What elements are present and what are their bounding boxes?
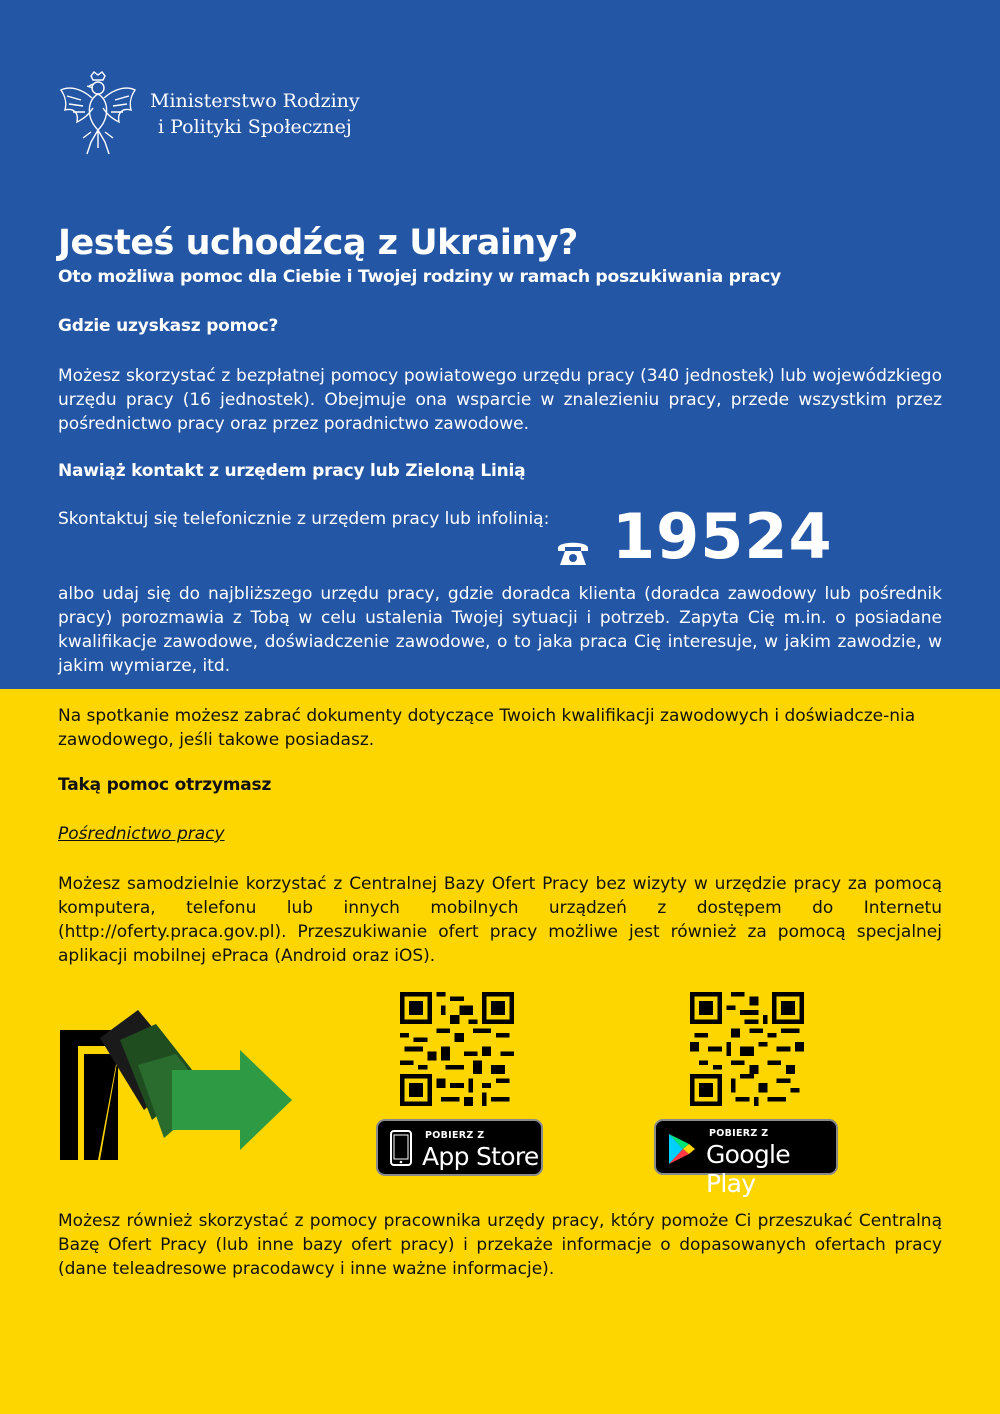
yellow-section bbox=[0, 689, 1000, 1414]
paragraph-where-help: Możesz skorzystać z bezpłatnej pomocy powiatowego urzędu pracy (340 jednostek) lub wojewódzkiego urzędu pracy (16 jednostek). Obejmuje ona wsparcie w znalezieniu pracy, przede wszystkim przez pośrednictwo pracy oraz przez poradnictwo zawodowe. bbox=[58, 366, 942, 434]
hotline-number[interactable]: 19524 bbox=[612, 500, 833, 573]
appstore-badge-button[interactable] bbox=[376, 1119, 543, 1176]
page-subtitle: Oto możliwa pomoc dla Ciebie i Twojej rodziny w ramach poszukiwania pracy bbox=[58, 267, 781, 287]
googleplay-big-label: Google Play bbox=[706, 1140, 790, 1198]
paragraph-visit-office: albo udaj się do najbliższego urzędu pracy, gdzie doradca klienta (doradca zawodowy lub pośrednik pracy) porozmawia z Tobą w celu ustalenia Twojej sytuacji i potrzeb. Zapyta Cię m.in. o posiadane kwalifikacje zawodowe, doświadczenie zawodowe, o to jaka praca Cię interesuje, w jakim zawodzie, w jakim wymiarze, itd. bbox=[58, 584, 942, 676]
phone-icon bbox=[556, 538, 590, 568]
ministry-name-line1: Ministerstwo Rodziny bbox=[150, 90, 360, 112]
page-title: Jesteś uchodźcą z Ukrainy? bbox=[58, 223, 578, 263]
paragraph-documents: Na spotkanie możesz zabrać dokumenty dotyczące Twoich kwalifikacji zawodowych i doświadcze-nia zawodowego, jeśli takowe posiadasz. bbox=[58, 706, 916, 750]
contact-text: Skontaktuj się telefonicznie z urzędem pracy lub infolinią: bbox=[58, 509, 550, 529]
ministry-name-line2: i Polityki Społecznej bbox=[158, 116, 352, 138]
appstore-big-label: App Store bbox=[422, 1142, 539, 1171]
employment-office-logo-icon bbox=[60, 1010, 292, 1160]
qr-code-googleplay[interactable] bbox=[690, 992, 804, 1106]
googleplay-small-label: POBIERZ Z bbox=[709, 1128, 769, 1139]
section-heading-contact: Nawiąż kontakt z urzędem pracy lub Zieloną Linią bbox=[58, 461, 526, 481]
appstore-small-label: POBIERZ Z bbox=[425, 1130, 485, 1141]
section-heading-where-help: Gdzie uzyskasz pomoc? bbox=[58, 316, 279, 336]
smartphone-icon bbox=[390, 1130, 412, 1166]
ministry-name bbox=[150, 88, 360, 140]
paragraph-office-assistance: Możesz również skorzystać z pomocy pracownika urzędy pracy, który pomoże Ci przeszukać Centralną Bazę Ofert Pracy (lub inne bazy ofert pracy) i przekaże informacje o dopasowanych ofertach pracy (dane teleadresowe pracodawcy i inne ważne informacje). bbox=[58, 1211, 942, 1279]
google-play-icon bbox=[667, 1133, 697, 1165]
blue-section bbox=[0, 0, 1000, 689]
googleplay-badge-button[interactable] bbox=[654, 1119, 838, 1198]
paragraph-job-database: Możesz samodzielnie korzystać z Centralnej Bazy Ofert Pracy bez wizyty w urzędzie pracy za pomocą komputera, telefonu lub innych mobilnych urządzeń z dostępem do Internetu (http://oferty.praca.gov.pl). Przeszukiwanie ofert pracy możliwe jest również za pomocą specjalnej aplikacji mobilnej ePraca (Android oraz iOS). bbox=[58, 874, 942, 966]
qr-code-appstore[interactable] bbox=[400, 992, 514, 1106]
section-heading-help-received: Taką pomoc otrzymasz bbox=[58, 775, 272, 795]
subheading-job-placement: Pośrednictwo pracy bbox=[58, 824, 225, 844]
polish-eagle-emblem-icon bbox=[57, 70, 139, 158]
